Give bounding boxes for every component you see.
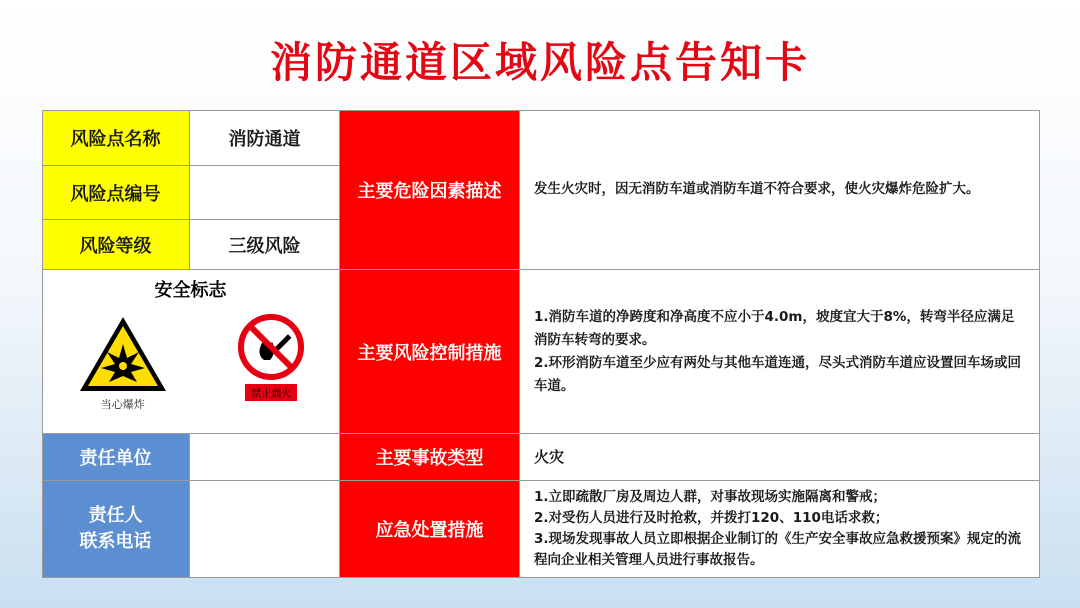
safety-signs-title: 安全标志 <box>154 280 227 301</box>
hazard-description-label: 主要危险因素描述 <box>340 110 520 270</box>
emergency-item: 2.对受伤人员进行及时抢救，并拨打120、110电话求救； <box>534 510 889 526</box>
contact-label-line2: 联系电话 <box>79 531 152 552</box>
risk-level-value: 三级风险 <box>190 220 340 270</box>
explosion-sign-caption: 当心爆炸 <box>100 398 145 411</box>
responsible-unit-label: 责任单位 <box>42 434 190 481</box>
accident-type-label: 主要事故类型 <box>340 434 520 481</box>
emergency-item: 1.立即疏散厂房及周边人群，对事故现场实施隔离和警戒； <box>534 489 887 505</box>
emergency-item: 3.现场发现事故人员立即根据企业制订的《生产安全事故应急救援预案》规定的流程向企业相关管理人员进行事故报告。 <box>534 531 1022 568</box>
accident-type-value: 火灾 <box>520 434 1040 481</box>
risk-control-item: 1.消防车道的净跨度和净高度不应小于4.0m，坡度宜大于8%，转弯半径应满足消防车转弯的要求。 <box>534 308 1015 348</box>
explosion-warning-sign <box>77 314 169 412</box>
contact-label <box>42 481 190 578</box>
no-fire-sign <box>238 314 304 412</box>
explosion-warning-icon <box>77 314 169 394</box>
no-fire-icon <box>238 314 304 380</box>
contact-value <box>190 481 340 578</box>
risk-control-item: 2.环形消防车道至少应有两处与其他车道连通，尽头式消防车道应设置回车场或回车道。 <box>534 354 1022 394</box>
hazard-description-text: 发生火灾时，因无消防车道或消防车道不符合要求，使火灾爆炸危险扩大。 <box>520 110 1040 270</box>
responsible-unit-value <box>190 434 340 481</box>
risk-point-name-value: 消防通道 <box>190 110 340 166</box>
risk-control-measures <box>520 270 1040 434</box>
risk-point-code-value <box>190 166 340 220</box>
risk-point-code-label: 风险点编号 <box>42 166 190 220</box>
risk-point-name-label: 风险点名称 <box>42 110 190 166</box>
no-fire-sign-caption: 禁止烟火 <box>245 384 297 401</box>
risk-notice-card <box>42 110 1040 578</box>
risk-control-label: 主要风险控制措施 <box>340 270 520 434</box>
risk-level-label: 风险等级 <box>42 220 190 270</box>
safety-signs-panel <box>42 270 340 434</box>
emergency-measures <box>520 481 1040 578</box>
emergency-measures-label: 应急处置措施 <box>340 481 520 578</box>
contact-label-line1: 责任人 <box>88 505 143 526</box>
page-title: 消防通道区域风险点告知卡 <box>269 38 810 87</box>
